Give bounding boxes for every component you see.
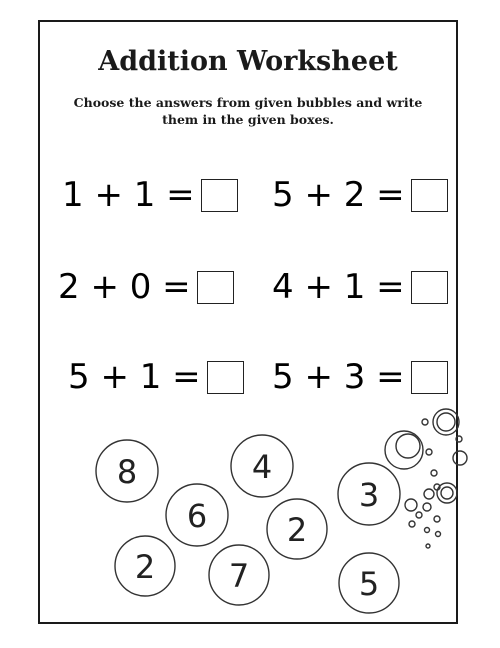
answer-box[interactable] [411,179,448,212]
bubble-number: 2 [286,511,308,549]
bubble-number: 8 [116,453,138,491]
bubble-number: 2 [134,548,156,586]
problem-6 [272,357,448,397]
problem-4 [272,267,448,307]
bubble-number: 6 [186,497,208,535]
problem-5 [68,357,244,397]
problem-expression: 4 + 1 = [272,267,405,307]
answer-box[interactable] [411,271,448,304]
bubble-number: 3 [358,476,380,514]
bubble-number: 5 [358,565,380,603]
worksheet-page [38,20,458,624]
problem-expression: 2 + 0 = [58,267,191,307]
problem-expression: 5 + 3 = [272,357,405,397]
problem-expression: 5 + 2 = [272,175,405,215]
problem-2 [272,175,448,215]
answer-box[interactable] [411,361,448,394]
answer-box[interactable] [207,361,244,394]
worksheet-title: Addition Worksheet [98,46,398,77]
problem-3 [58,267,234,307]
worksheet-instructions: Choose the answers from given bubbles and write them in the given boxes. [73,95,423,127]
bubble-number: 4 [251,448,273,486]
problem-expression: 1 + 1 = [62,175,195,215]
answer-box[interactable] [201,179,238,212]
problem-1 [62,175,238,215]
problem-expression: 5 + 1 = [68,357,201,397]
bubble-number: 7 [228,557,250,595]
answer-box[interactable] [197,271,234,304]
